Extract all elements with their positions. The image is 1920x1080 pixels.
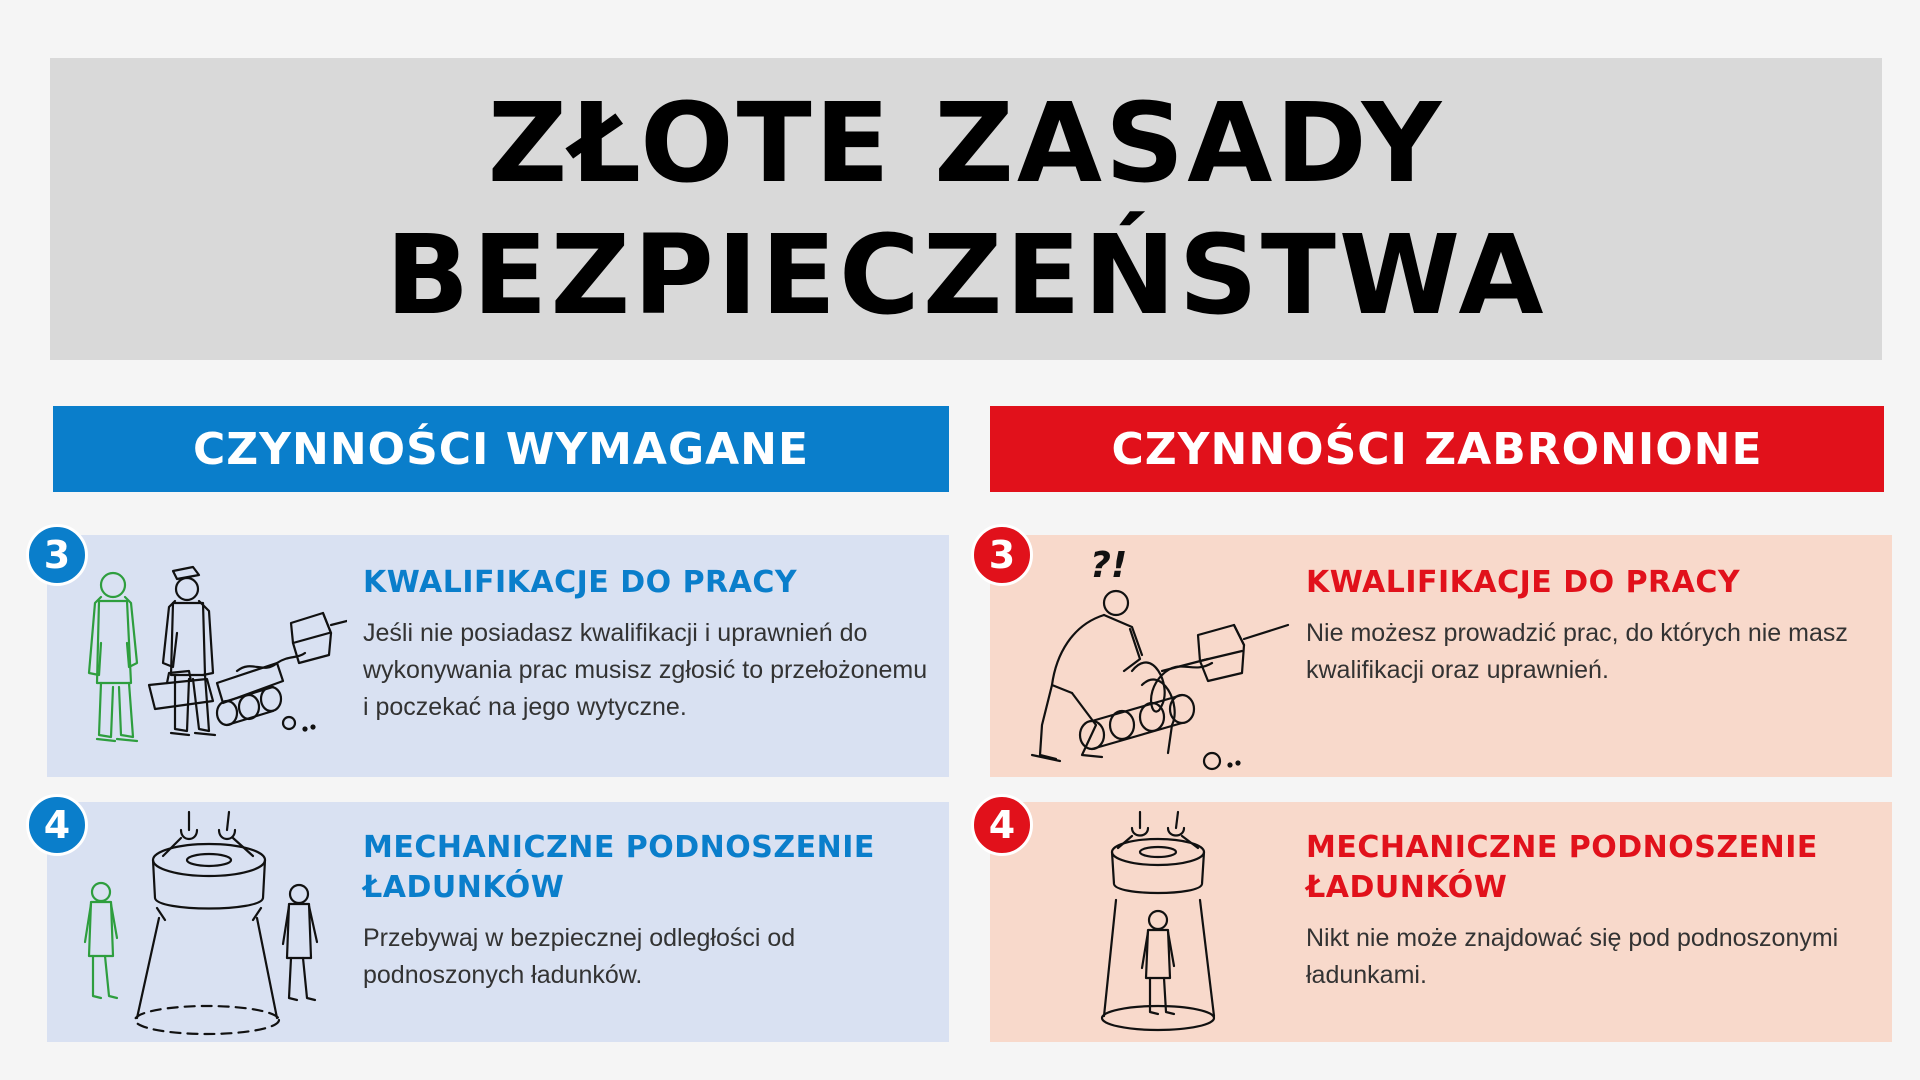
rule-number-badge: 3: [971, 524, 1033, 586]
forbidden-rule-card-qualifications: [990, 535, 1892, 777]
rule-description: Jeśli nie posiadasz kwalifikacji i uprawnień do wykonywania prac musisz zgłosić to przełożonemu i poczekać na jego wytyczne.: [363, 619, 928, 721]
two-workers-qualification-icon: [77, 563, 347, 753]
forbidden-rule-card-lifting: [990, 802, 1892, 1042]
workers-away-from-load-icon: [77, 808, 347, 1036]
rule-description: Nikt nie może znajdować się pod podnoszonymi ładunkami.: [1306, 924, 1839, 989]
rule-title: KWALIFIKACJE DO PRACY: [1306, 565, 1741, 600]
page-title-line-2: BEZPIECZEŃSTWA: [385, 211, 1547, 339]
rule-description: Przebywaj w bezpiecznej odległości od podnoszonych ładunków.: [363, 924, 796, 989]
required-actions-header: CZYNNOŚCI WYMAGANE: [53, 406, 949, 492]
rule-number-badge: 4: [971, 794, 1033, 856]
confused-worker-icon: [1012, 575, 1292, 775]
rule-title: MECHANICZNE PODNOSZENIE ŁADUNKÓW: [1306, 830, 1818, 905]
page-title-line-1: ZŁOTE ZASADY: [487, 79, 1445, 207]
rule-title: MECHANICZNE PODNOSZENIE ŁADUNKÓW: [363, 830, 875, 905]
rule-title: KWALIFIKACJE DO PRACY: [363, 565, 798, 600]
forbidden-actions-header: CZYNNOŚCI ZABRONIONE: [990, 406, 1884, 492]
required-rule-card-qualifications: [47, 535, 949, 777]
rule-number-badge: 4: [26, 794, 88, 856]
rule-description: Nie możesz prowadzić prac, do których nie masz kwalifikacji oraz uprawnień.: [1306, 619, 1848, 684]
rule-number-badge: 3: [26, 524, 88, 586]
question-exclamation-marks: ?!: [1090, 545, 1128, 586]
worker-under-load-icon: [1070, 808, 1250, 1036]
title-banner: [50, 58, 1882, 360]
required-rule-card-lifting: [47, 802, 949, 1042]
